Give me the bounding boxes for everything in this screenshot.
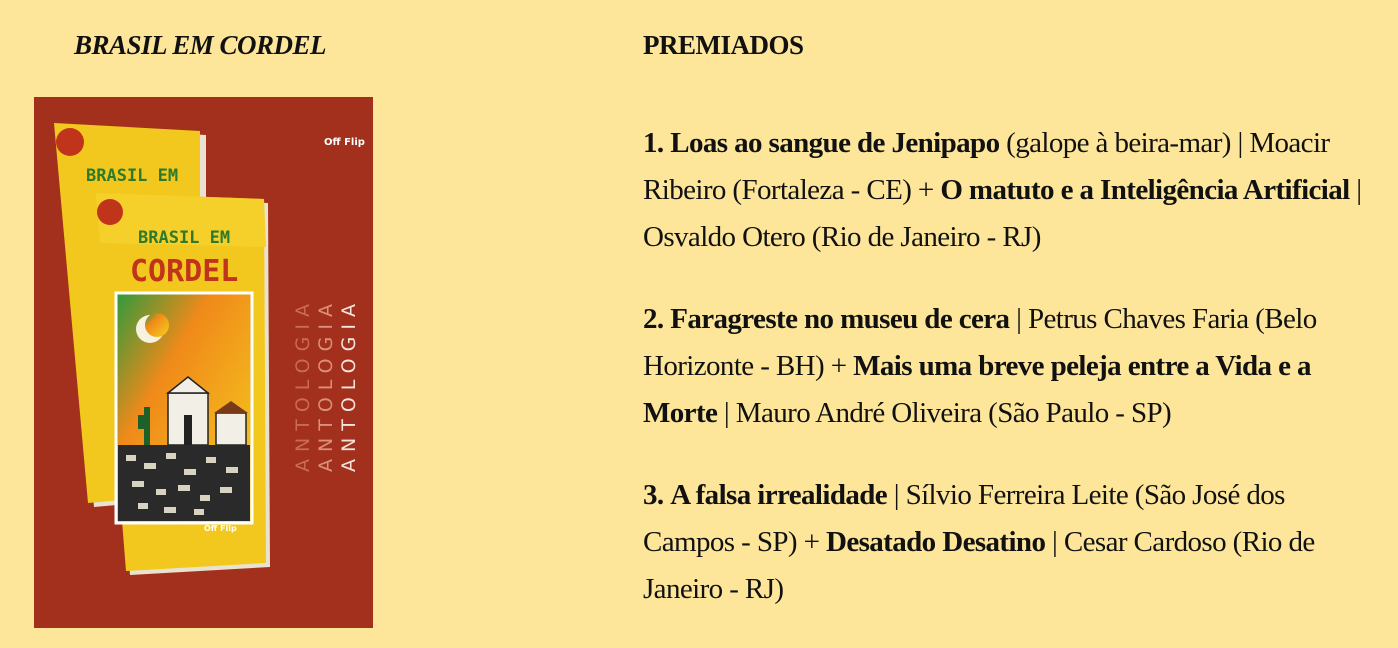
- front-book-title-line1: BRASIL EM: [138, 228, 231, 248]
- back-book-title: BRASIL EM: [86, 166, 179, 186]
- side-text-1: ANTOLOGIA: [292, 297, 314, 472]
- side-text-2: ANTOLOGIA: [315, 297, 337, 472]
- winner-entry-1: [643, 120, 1378, 261]
- winners-heading: PREMIADOS: [643, 30, 804, 60]
- winner-details: (galope à beira-mar) | Moacir Ribeiro (Fortaleza - CE) +: [643, 127, 1330, 206]
- winner-work-title: O matuto e a Inteligência Artificial: [940, 174, 1350, 206]
- winner-entry-3: [643, 472, 1378, 613]
- front-book: [96, 193, 270, 575]
- winner-details: | Mauro André Oliveira (São Paulo - SP): [717, 397, 1172, 429]
- winner-details: | Petrus Chaves Faria (Belo Horizonte - BH) +: [643, 303, 1317, 382]
- winner-work-title: Mais uma breve peleja entre a Vida e a Morte: [643, 350, 1311, 429]
- winner-work-title: Loas ao sangue de Jenipapo: [670, 127, 1000, 159]
- winner-work-title: Faragreste no museu de cera: [670, 303, 1010, 335]
- winner-details: | Cesar Cardoso (Rio de Janeiro - RJ): [643, 526, 1315, 605]
- winner-entry-2: [643, 296, 1378, 437]
- winner-number: 3.: [643, 479, 664, 511]
- side-text-3: ANTOLOGIA: [338, 297, 360, 472]
- winners-list: [643, 120, 1378, 648]
- winner-work-title: Desatado Desatino: [825, 526, 1046, 558]
- winner-details: | Osvaldo Otero (Rio de Janeiro - RJ): [643, 174, 1362, 253]
- front-book-title-line2: CORDEL: [130, 254, 239, 289]
- winner-number: 2.: [643, 303, 664, 335]
- publisher-logo: Off Flip: [324, 137, 365, 148]
- winner-details: | Sílvio Ferreira Leite (São José dos Campos - SP) +: [643, 479, 1285, 558]
- winner-number: 1.: [643, 127, 664, 159]
- book-cover-image: [34, 97, 373, 628]
- book-title-heading: BRASIL EM CORDEL: [73, 30, 327, 60]
- front-book-publisher-logo: Off Flip: [204, 524, 237, 533]
- winner-work-title: A falsa irrealidade: [670, 479, 888, 511]
